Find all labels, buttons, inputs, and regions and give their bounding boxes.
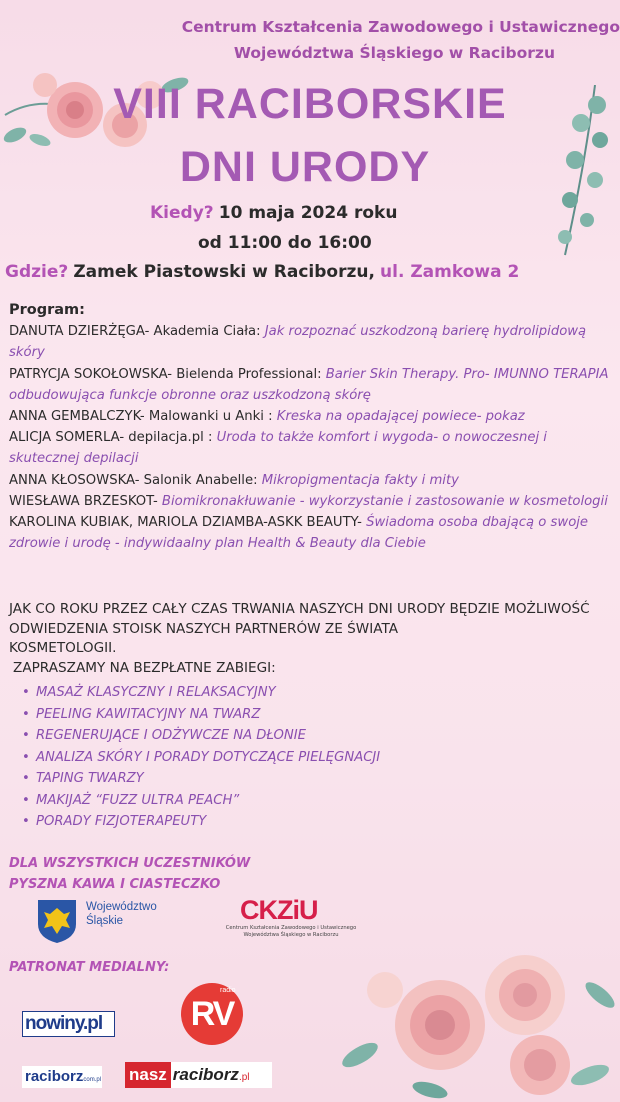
when-label: Kiedy? [150,203,214,223]
radio-rv-logo [176,983,248,1045]
program-topic: Kreska na opadającej powiece- pokaz [276,409,525,425]
radio-rv-text: RV [190,995,234,1033]
treatment-item: • REGENERUJĄCE I ODŻYWCZE NA DŁONIE [22,725,380,747]
program-item [9,512,615,554]
media-patronage-heading: PATRONAT MEDIALNY: [9,960,170,975]
program-topic: Barier Skin Therapy. Pro- IMUNNO TERAPIA odbudowująca funkcje obronne oraz uszkodzoną skórę [9,366,609,403]
event-title-line-1: VIII RACIBORSKIE [113,80,507,128]
event-title-line-2: DNI URODY [179,143,431,191]
when-date: 10 maja 2024 roku [218,203,398,223]
silesia-coat-of-arms-icon [36,898,78,944]
program-speaker: KAROLINA KUBIAK, MARIOLA DZIAMBA-ASKK BEAUTY- [9,515,367,531]
program-section [9,300,615,554]
raciborz-com-logo [22,1066,102,1088]
roses-bottom-right-illustration [330,935,620,1102]
wojewodztwo-line-1: Województwo [86,901,157,913]
ckziu-caption-line-1: Centrum Kształcenia Zawodowego i Ustawicznego [225,925,357,931]
organizer-line-1: Centrum Kształcenia Zawodowego i Ustawicznego [181,18,620,36]
program-topic: Biomikronakłuwanie - wykorzystanie i zastosowanie w kosmetologii [161,493,608,509]
when-row [150,203,397,223]
nasz-label: nasz [125,1062,171,1088]
bonus-line-1: DLA WSZYSTKICH UCZESTNIKÓW [9,856,251,871]
partners-line-2: ODWIEDZENIA STOISK NASZYCH PARTNERÓW ZE ŚWIATA [9,620,399,637]
program-topic: Jak rozpoznać uszkodzoną barierę hydrolipidową skóry [9,324,587,361]
partners-section [9,600,620,678]
program-speaker: PATRYCJA SOKOŁOWSKA- Bielenda Professional: [9,366,326,382]
where-street: ul. Zamkowa 2 [380,262,520,282]
treatment-item: • PORADY FIZJOTERAPEUTY [22,811,380,833]
nowiny-logo-text: nowiny.pl [25,1013,103,1034]
program-item [9,364,615,406]
ckziu-logo-mark: CKZiU [240,895,318,925]
program-topic: Mikropigmentacja fakty i mity [261,472,459,488]
program-speaker: ANNA KŁOSOWSKA- Salonik Anabelle: [9,472,262,488]
when-time: od 11:00 do 16:00 [198,233,372,253]
program-speaker: DANUTA DZIERŻĘGA- Akademia Ciała: [9,324,265,340]
program-item [9,321,615,363]
bonus-line-2: PYSZNA KAWA I CIASTECZKO [9,877,221,892]
raciborz-com-suffix: com.pl [83,1077,102,1083]
program-item [9,427,615,469]
partners-line-3: KOSMETOLOGII. [9,640,117,656]
program-topic: Świadoma osoba dbającą o swoje zdrowie i urodę - indywidaalny plan Health & Beauty dla Ciebie [9,515,589,552]
wojewodztwo-logo-text [86,900,157,928]
treatment-item: • PEELING KAWITACYJNY NA TWARZ [22,704,380,726]
program-item [9,470,615,491]
program-topic: Uroda to także komfort i wygoda- o nowoczesnej i skutecznej depilacji [9,430,547,467]
program-item [9,406,615,427]
bonus-note [9,853,250,895]
program-speaker: ALICJA SOMERLA- depilacja.pl : [9,430,217,446]
treatment-item: • ANALIZA SKÓRY I PORADY DOTYCZĄCE PIELĘGNACJI [22,747,380,769]
nasz-raciborz-suffix: .pl [238,1072,250,1083]
partners-line-1: JAK CO ROKU PRZEZ CAŁY CZAS TRWANIA NASZYCH DNI URODY BĘDZIE MOŻLIWOŚĆ [9,601,590,617]
treatment-item: • MAKIJAŻ “FUZZ ULTRA PEACH” [22,790,380,812]
nasz-raciborz-text: raciborz [172,1065,239,1084]
treatments-list [22,682,380,833]
wojewodztwo-line-2: Śląskie [86,915,124,927]
raciborz-com-text: raciborz [25,1068,84,1085]
nowiny-logo [22,1011,115,1037]
ckziu-caption-line-2: Województwa Śląskiego w Raciborzu [243,932,339,938]
where-row [5,262,519,282]
where-label: Gdzie? [5,262,69,282]
invite-line: ZAPRASZAMY NA BEZPŁATNE ZABIEGI: [13,659,276,676]
nasz-raciborz-logo [125,1062,272,1088]
treatment-item: • MASAŻ KLASYCZNY I RELAKSACYJNY [22,682,380,704]
program-heading: Program: [9,302,85,318]
program-speaker: WIESŁAWA BRZESKOT- [9,493,162,509]
treatment-item: • TAPING TWARZY [22,768,380,790]
organizer-line-2: Województwa Śląskiego w Raciborzu [233,44,555,62]
radio-rv-label: radio [220,987,236,994]
program-item [9,491,615,512]
program-speaker: ANNA GEMBALCZYK- Malowanki u Anki : [9,409,277,425]
where-place: Zamek Piastowski w Raciborzu, [73,262,375,282]
